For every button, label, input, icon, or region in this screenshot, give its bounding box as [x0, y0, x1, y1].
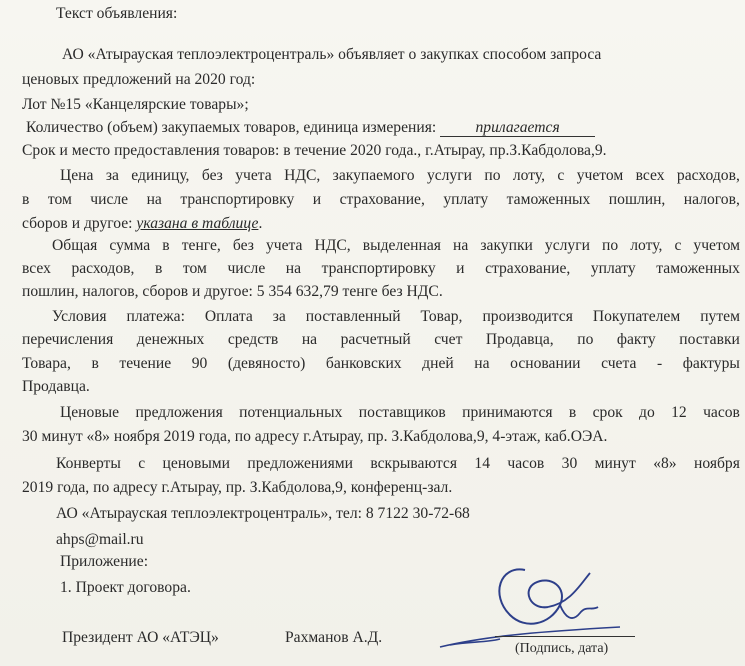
word: Товар,: [420, 308, 463, 325]
total-line-1: [52, 236, 740, 256]
word: предложениями: [247, 455, 353, 472]
word: учета: [265, 237, 303, 254]
word: по: [484, 167, 501, 184]
word: до: [639, 404, 655, 421]
heading: Текст объявления:: [56, 5, 178, 22]
price-line-2: [22, 190, 740, 210]
word: платежа:: [126, 308, 185, 325]
word: единицу,: [131, 167, 190, 184]
intro-line-2: ценовых предложений на 2020 год:: [22, 71, 256, 88]
word: транспортировку: [321, 260, 436, 277]
word: часов: [507, 455, 545, 472]
word: страхование,: [339, 191, 425, 208]
word: страхование,: [485, 260, 571, 277]
word: числе: [90, 191, 129, 208]
deadline-line-2: 30 минут «8» ноября 2019 года, по адресу г.Атырау, пр. З.Кабдолова,9, 4-этаж, каб.ОЭА.: [22, 428, 608, 445]
quantity-line: [26, 118, 745, 138]
signatory-position: Президент АО «АТЭЦ»: [62, 629, 219, 646]
word: налогов,: [683, 191, 740, 208]
word: 14: [474, 455, 490, 472]
word: минут: [594, 455, 636, 472]
word: с: [138, 455, 146, 472]
word: 12: [671, 404, 687, 421]
word: в: [91, 355, 99, 372]
word: поставки: [679, 331, 740, 348]
word: банковских: [325, 355, 402, 372]
word: Продавца,: [485, 331, 554, 348]
signatory-name: Рахманов А.Д.: [285, 629, 383, 646]
word: производится: [482, 308, 573, 325]
word: фактуры: [682, 355, 740, 372]
word: счет: [434, 331, 463, 348]
word: тенге,: [181, 237, 221, 254]
word: Товара,: [22, 355, 71, 372]
word: часов: [703, 404, 740, 421]
word: в: [22, 191, 30, 208]
word: счета: [601, 355, 637, 372]
word: Покупателем: [592, 308, 681, 325]
price-prefix: сборов и другое:: [22, 215, 137, 232]
word: услуги: [544, 237, 590, 254]
word: на: [285, 260, 302, 277]
word: на: [301, 331, 318, 348]
word: в: [162, 237, 170, 254]
word: уплату: [443, 191, 489, 208]
word: путем: [700, 308, 740, 325]
word: Общая: [52, 237, 98, 254]
signature-caption: (Подпись, дата): [515, 641, 609, 656]
price-line-1: [60, 166, 740, 186]
word: всех: [22, 260, 51, 277]
contact-email: ahps@mail.ru: [56, 531, 144, 548]
word: Цена: [60, 167, 94, 184]
word: течение: [119, 355, 172, 372]
word: уплату: [590, 260, 636, 277]
word: принимаются: [462, 404, 553, 421]
word: без: [201, 167, 223, 184]
word: и: [312, 191, 322, 208]
word: пошлин,: [608, 191, 666, 208]
word: с: [557, 167, 565, 184]
opening-line-2: 2019 года, по адресу г.Атырау, пр. З.Кабдолова,9, конференц-зал.: [22, 479, 453, 496]
word: НДС,: [314, 237, 351, 254]
word: с: [674, 237, 682, 254]
word: денежных: [136, 331, 205, 348]
word: факту: [616, 331, 656, 348]
word: Ценовые: [60, 404, 120, 421]
attachment-label: Приложение:: [60, 553, 149, 570]
word: за: [105, 167, 119, 184]
word: учета: [235, 167, 272, 184]
word: учетом: [576, 167, 624, 184]
word: потенциальных: [239, 404, 343, 421]
attachment-item: 1. Проект договора.: [60, 579, 191, 596]
word: закупки: [480, 237, 533, 254]
price-value: указана в таблице: [136, 215, 259, 232]
quantity-label: Количество (объем) закупаемых товаров, единица измерения:: [26, 119, 437, 136]
word: 30: [561, 455, 578, 472]
word: за: [272, 308, 286, 325]
word: Конверты: [56, 455, 121, 472]
word: поставщиков: [358, 404, 446, 421]
word: на: [474, 355, 490, 372]
word: (девяносто): [227, 355, 306, 372]
word: средств: [227, 331, 279, 348]
contact-phone: АО «Атырауская теплоэлектроцентраль», тел: 8 7122 30-72-68: [56, 505, 470, 522]
word: НДС,: [284, 167, 321, 184]
quantity-value: прилагается: [440, 120, 595, 137]
word: том: [47, 191, 72, 208]
word: том: [182, 260, 207, 277]
word: ценовыми: [162, 455, 231, 472]
payment-line-1: [52, 307, 740, 327]
word: расходов,: [71, 260, 135, 277]
opening-line-1: [56, 454, 740, 474]
word: выделенная: [362, 237, 441, 254]
word: услуги: [426, 167, 472, 184]
delivery-line: Срок и место предоставления товаров: в течение 2020 года., г.Атырау, пр.З.Кабдолова,9.: [22, 142, 607, 159]
word: «8»: [653, 455, 677, 472]
word: предложения: [135, 404, 223, 421]
word: таможенных: [656, 260, 740, 277]
word: поставленный: [305, 308, 401, 325]
payment-line-2: [22, 330, 740, 350]
price-suffix: .: [258, 215, 263, 232]
price-line-3: [22, 214, 745, 234]
lot-line: Лот №15 «Канцелярские товары»;: [22, 96, 249, 113]
word: лоту,: [512, 167, 546, 184]
intro-line-1: АО «Атырауская теплоэлектроцентраль» объявляет о закупках способом запроса: [62, 46, 602, 63]
word: перечисления: [22, 331, 114, 348]
payment-line-4: Продавца.: [22, 378, 90, 395]
word: по: [602, 237, 619, 254]
word: срок: [592, 404, 623, 421]
word: дней: [422, 355, 454, 372]
word: расходов,: [676, 167, 740, 184]
word: в: [568, 404, 577, 421]
word: числе: [227, 260, 266, 277]
word: в: [154, 260, 163, 277]
word: закупаемого: [332, 167, 415, 184]
word: на: [146, 191, 162, 208]
word: всех: [635, 167, 665, 184]
word: таможенных: [506, 191, 591, 208]
word: лоту,: [630, 237, 663, 254]
signature-line: [495, 636, 635, 637]
deadline-line-1: [60, 403, 740, 423]
word: и: [456, 260, 465, 277]
word: учетом: [693, 237, 740, 254]
word: Условия: [52, 308, 107, 325]
word: транспортировку: [180, 191, 295, 208]
word: сумма: [109, 237, 151, 254]
word: -: [657, 355, 663, 372]
word: вскрываются: [370, 455, 458, 472]
word: 90: [191, 355, 208, 372]
word: на: [453, 237, 469, 254]
total-line-3: пошлин, налогов, сборов и другое: 5 354 632,79 тенге без НДС.: [22, 283, 443, 300]
total-line-2: [22, 259, 740, 279]
word: ноября: [693, 455, 740, 472]
word: основании: [510, 355, 581, 372]
word: расчетный: [340, 331, 411, 348]
payment-line-3: [22, 354, 740, 374]
word: по: [577, 331, 594, 348]
handwritten-signature: [430, 555, 650, 655]
word: без: [232, 237, 254, 254]
word: Оплата: [204, 308, 253, 325]
